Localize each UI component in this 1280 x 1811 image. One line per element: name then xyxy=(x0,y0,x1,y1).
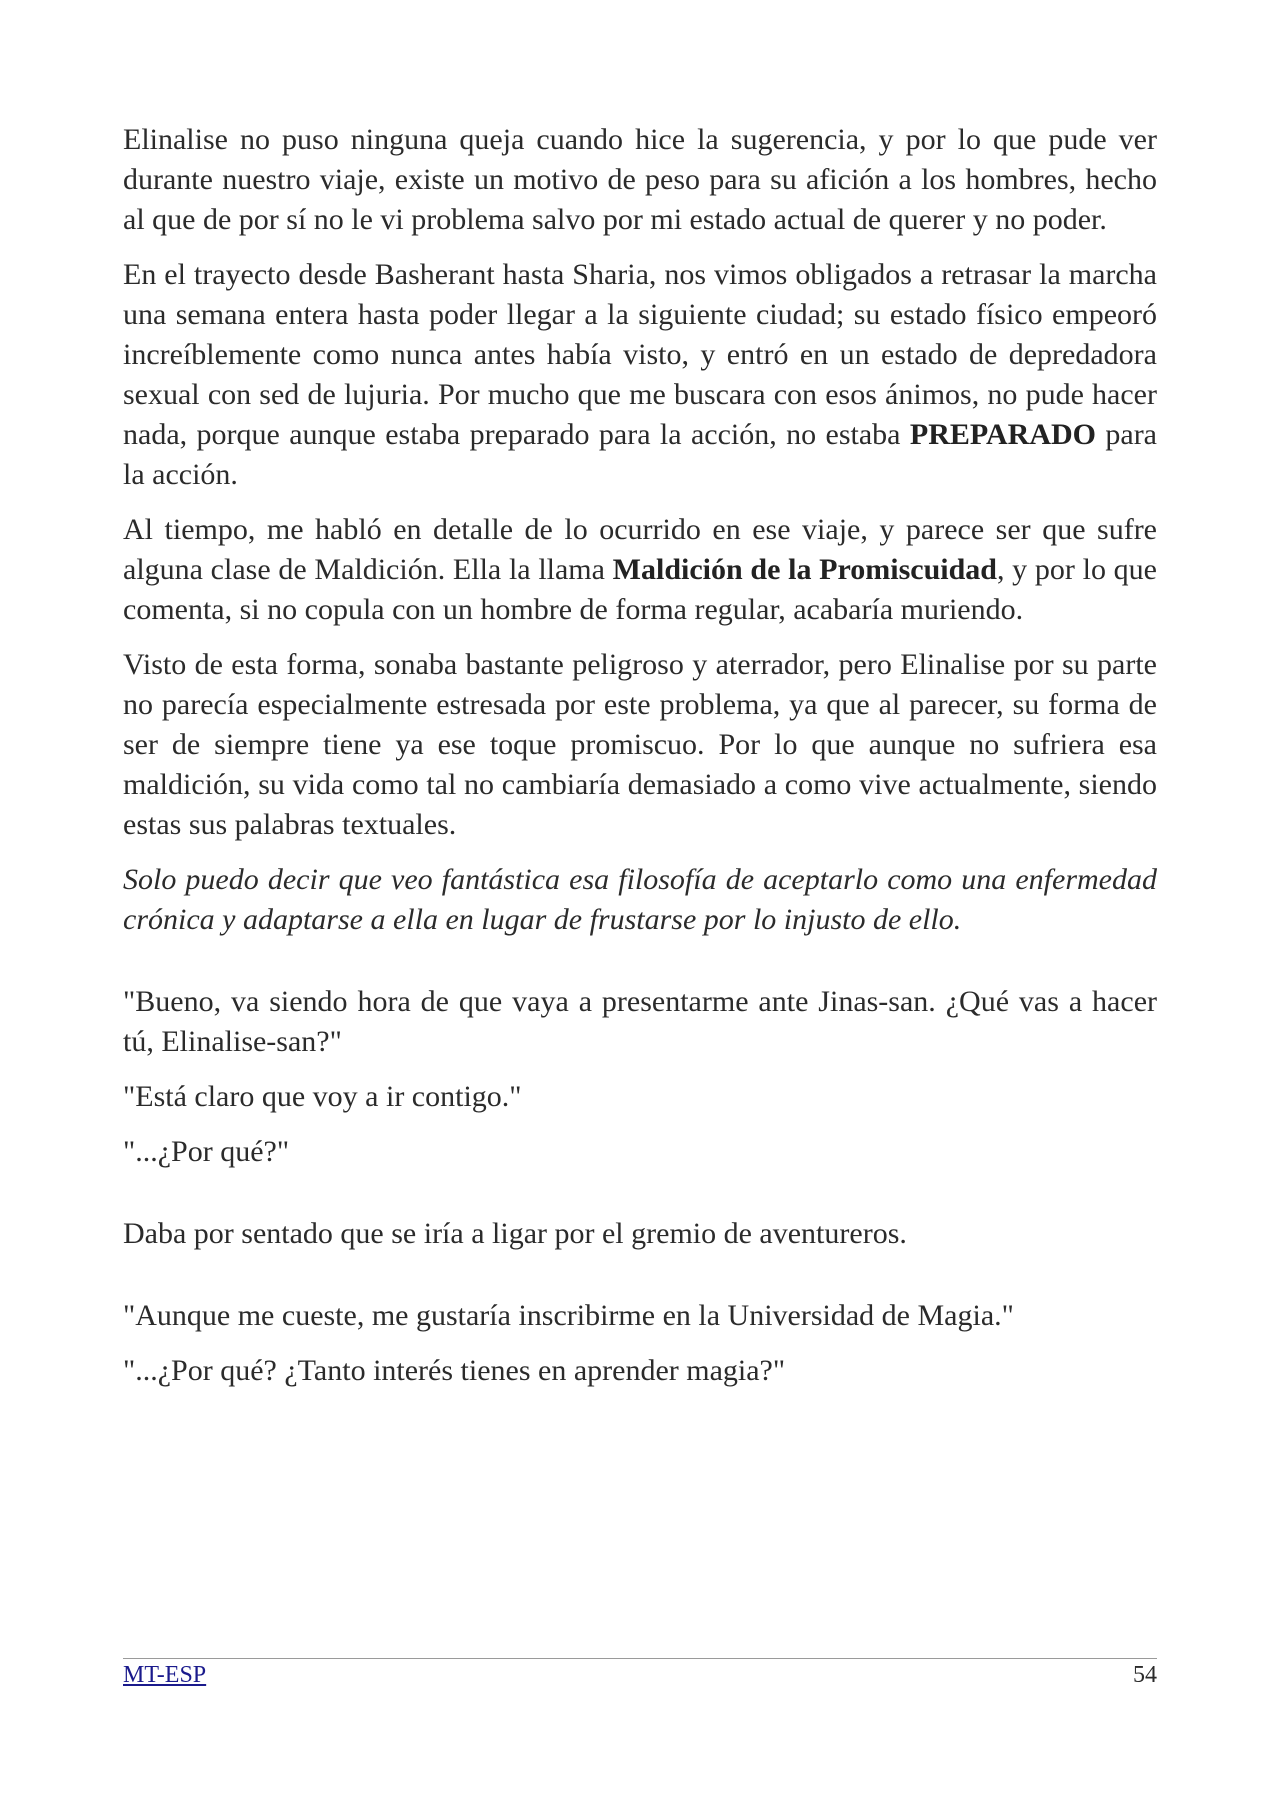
dialogue-line-4 xyxy=(123,1296,1157,1336)
italic-thought-paragraph xyxy=(123,860,1157,940)
paragraph-text: Elinalise no puso ninguna queja cuando hice la sugerencia, y por lo que pude ver durante nuestro viaje, existe un motivo de peso para su afición a los hombres, hecho al que de por sí no le vi problema salvo por mi estado actual de querer y no poder. xyxy=(123,123,1157,236)
paragraph-text: , y por lo que comenta, si no copula con un hombre de forma regular, acabaría muriendo. xyxy=(123,553,1157,626)
paragraph-text: "...¿Por qué? ¿Tanto interés tienes en aprender magia?" xyxy=(123,1354,786,1387)
narration-line xyxy=(123,1214,1157,1254)
footer-site-link[interactable]: MT-ESP xyxy=(123,1662,207,1688)
paragraph-4 xyxy=(123,645,1157,845)
bold-emphasis: Maldición de la Promiscuidad xyxy=(612,553,997,586)
paragraph-text: Solo puedo decir que veo fantástica esa filosofía de aceptarlo como una enfermedad crónica y adaptarse a ella en lugar de frustarse por lo injusto de ello. xyxy=(123,863,1157,936)
paragraph-text: para la acción. xyxy=(123,418,1157,491)
paragraph-1 xyxy=(123,120,1157,240)
paragraph-text: Al tiempo, me habló en detalle de lo ocurrido en ese viaje, y parece ser que sufre alguna clase de Maldición. Ella la llama xyxy=(123,513,1157,586)
paragraph-text: En el trayecto desde Basherant hasta Sharia, nos vimos obligados a retrasar la marcha una semana entera hasta poder llegar a la siguiente ciudad; su estado físico empeoró increíblemente como nunca antes había visto, y entró en un estado de depredadora sexual con sed de lujuria. Por mucho que me buscara con esos ánimos, no pude hacer nada, porque aunque estaba preparado para la acción, no estaba xyxy=(123,258,1157,451)
footer-divider xyxy=(123,1658,1157,1659)
paragraph-text: Daba por sentado que se iría a ligar por el gremio de aventureros. xyxy=(123,1217,907,1250)
page-number: 54 xyxy=(1133,1662,1157,1688)
paragraph-text: "...¿Por qué?" xyxy=(123,1135,290,1168)
paragraph-3 xyxy=(123,510,1157,630)
bold-emphasis: PREPARADO xyxy=(909,418,1096,451)
paragraph-text: Visto de esta forma, sonaba bastante peligroso y aterrador, pero Elinalise por su parte no parecía especialmente estresada por este problema, ya que al parecer, su forma de ser de siempre tiene ya ese toque promiscuo. Por lo que aunque no sufriera esa maldición, su vida como tal no cambiaría demasiado a como vive actualmente, siendo estas sus palabras textuales. xyxy=(123,648,1157,841)
dialogue-line-1 xyxy=(123,982,1157,1062)
dialogue-line-3 xyxy=(123,1132,1157,1172)
dialogue-line-2 xyxy=(123,1077,1157,1117)
paragraph-text: "Está claro que voy a ir contigo." xyxy=(123,1080,522,1113)
paragraph-2 xyxy=(123,255,1157,495)
paragraph-text: "Bueno, va siendo hora de que vaya a presentarme ante Jinas-san. ¿Qué vas a hacer tú, Elinalise-san?" xyxy=(123,985,1157,1058)
paragraph-text: "Aunque me cueste, me gustaría inscribirme en la Universidad de Magia." xyxy=(123,1299,1014,1332)
dialogue-line-5 xyxy=(123,1351,1157,1391)
page-body xyxy=(123,120,1157,1406)
